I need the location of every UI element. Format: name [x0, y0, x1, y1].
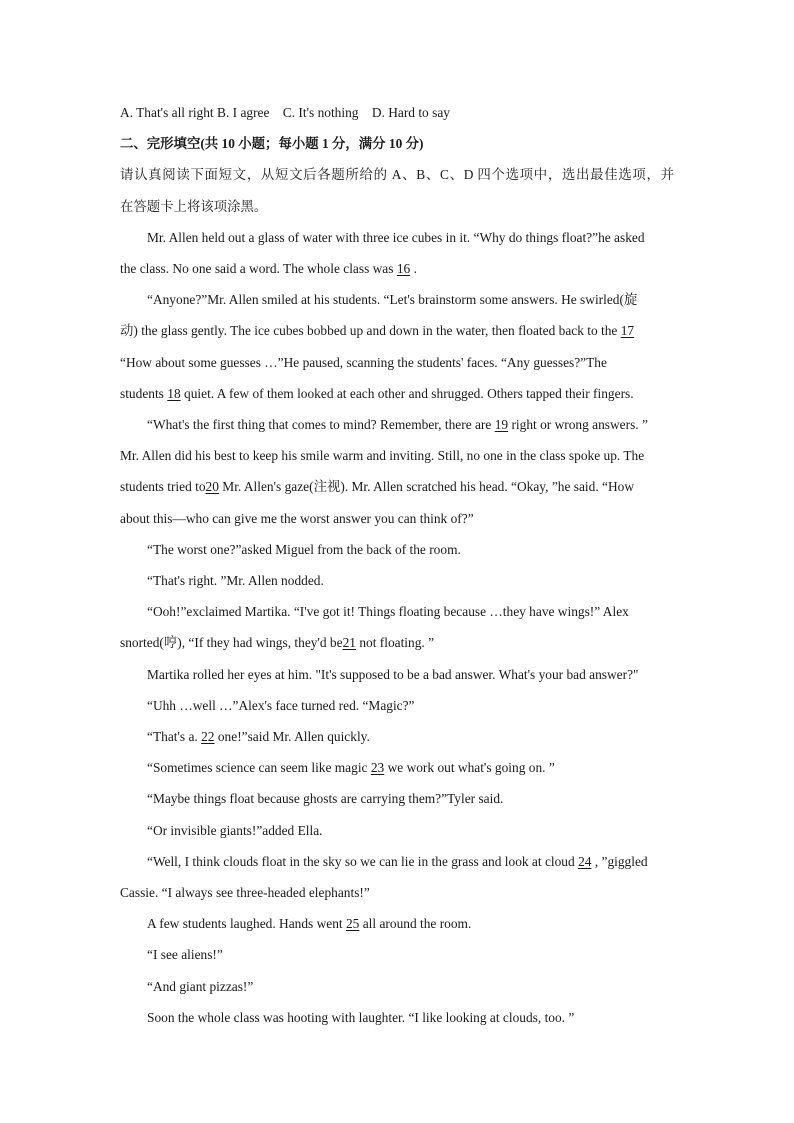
- passage-text: A few students laughed. Hands went: [147, 916, 343, 932]
- option-a: A. That's all right: [120, 105, 214, 120]
- passage-line: [120, 721, 674, 752]
- passage-text: one!”said Mr. Allen quickly.: [217, 729, 370, 745]
- passage-line: [120, 752, 674, 783]
- passage-line: Soon the whole class was hooting with laughter. “I like looking at clouds, too. ”: [147, 1009, 575, 1025]
- passage-text: snorted(哼), “If they had wings, they'd be: [120, 635, 343, 651]
- option-d: D. Hard to say: [371, 105, 450, 120]
- passage-line: “And giant pizzas!”: [147, 978, 254, 994]
- passage-line: [120, 908, 674, 939]
- passage-text: right or wrong answers. ”: [511, 417, 648, 433]
- blank-17: 17: [620, 323, 635, 339]
- document-page: [120, 97, 674, 1033]
- passage-line: [120, 409, 674, 440]
- passage-line: “How about some guesses …”He paused, scanning the students' faces. “Any guesses?”The: [120, 354, 607, 370]
- passage-line: about this—who can give me the worst answer you can think of?”: [120, 510, 474, 526]
- blank-22: 22: [201, 729, 215, 745]
- passage-text: .: [413, 261, 417, 277]
- passage-text: quiet. A few of them looked at each other and shrugged. Others tapped their fingers.: [184, 385, 634, 401]
- passage-text: we work out what's going on. ”: [387, 760, 555, 776]
- passage-line: “Anyone?”Mr. Allen smiled at his students. “Let's brainstorm some answers. He swirled(旋: [147, 292, 638, 308]
- passage-line: Martika rolled her eyes at him. "It's supposed to be a bad answer. What's your bad answer?": [147, 666, 639, 682]
- passage-line: “Maybe things float because ghosts are carrying them?”Tyler said.: [147, 791, 504, 807]
- passage-text: students: [120, 385, 164, 401]
- passage-text: the class. No one said a word. The whole class was: [120, 261, 394, 277]
- blank-18: 18: [167, 385, 181, 401]
- passage-line: [120, 471, 674, 502]
- option-c: C. It's nothing: [282, 105, 359, 120]
- blank-23: 23: [370, 760, 385, 776]
- blank-24: 24: [578, 853, 592, 869]
- passage-line: [120, 378, 674, 409]
- passage-text: Mr. Allen's gaze(注视). Mr. Allen scratched his head. “Okay, ”he said. “How: [222, 479, 634, 495]
- passage-line: Mr. Allen did his best to keep his smile warm and inviting. Still, no one in the class spoke up. The: [120, 448, 645, 464]
- question-options-row: [120, 97, 674, 128]
- passage-text: , ”giggled: [594, 853, 648, 869]
- passage-text: “That's a.: [147, 729, 198, 745]
- instruction-line-1: 请认真阅读下面短文，从短文后各题所给的 A、B、C、D 四个选项中，选出最佳选项，并: [120, 167, 674, 183]
- instruction-line-2: 在答题卡上将该项涂黑。: [120, 198, 268, 214]
- blank-16: 16: [396, 261, 411, 277]
- passage-line: Cassie. “I always see three-headed elephants!”: [120, 885, 370, 901]
- blank-25: 25: [345, 916, 360, 932]
- passage-line: “Uhh …well …”Alex's face turned red. “Magic?”: [147, 697, 415, 713]
- passage-text: not floating. ”: [359, 635, 435, 651]
- option-b: B. I agree: [217, 105, 270, 120]
- passage-line: “Ooh!”exclaimed Martika. “I've got it! Things floating because …they have wings!” Alex: [147, 604, 629, 620]
- passage-line: “I see aliens!”: [147, 947, 223, 963]
- passage-text: “Sometimes science can seem like magic: [147, 760, 368, 776]
- blank-21: 21: [342, 635, 356, 651]
- passage-text: “What's the first thing that comes to mind? Remember, there are: [147, 417, 492, 433]
- passage-line: “That's right. ”Mr. Allen nodded.: [147, 573, 324, 589]
- blank-20: 20: [205, 479, 219, 495]
- passage-line: “The worst one?”asked Miguel from the back of the room.: [147, 541, 461, 557]
- passage-line: “Or invisible giants!”added Ella.: [147, 822, 323, 838]
- passage-text: “Well, I think clouds float in the sky so we can lie in the grass and look at cloud: [147, 853, 575, 869]
- passage-line: [120, 315, 674, 346]
- passage-line: [120, 627, 674, 658]
- passage-text: all around the room.: [362, 916, 472, 932]
- passage-line: Mr. Allen held out a glass of water with three ice cubes in it. “Why do things float?”he asked: [147, 229, 645, 245]
- blank-19: 19: [494, 417, 509, 433]
- passage-text: students tried to: [120, 479, 206, 495]
- passage-text: 动) the glass gently. The ice cubes bobbed up and down in the water, then floated back to the: [120, 323, 618, 339]
- passage-line: [120, 253, 674, 284]
- section-heading: 二、完形填空(共 10 小题；每小题 1 分，满分 10 分): [120, 136, 424, 152]
- passage-line: [120, 846, 674, 877]
